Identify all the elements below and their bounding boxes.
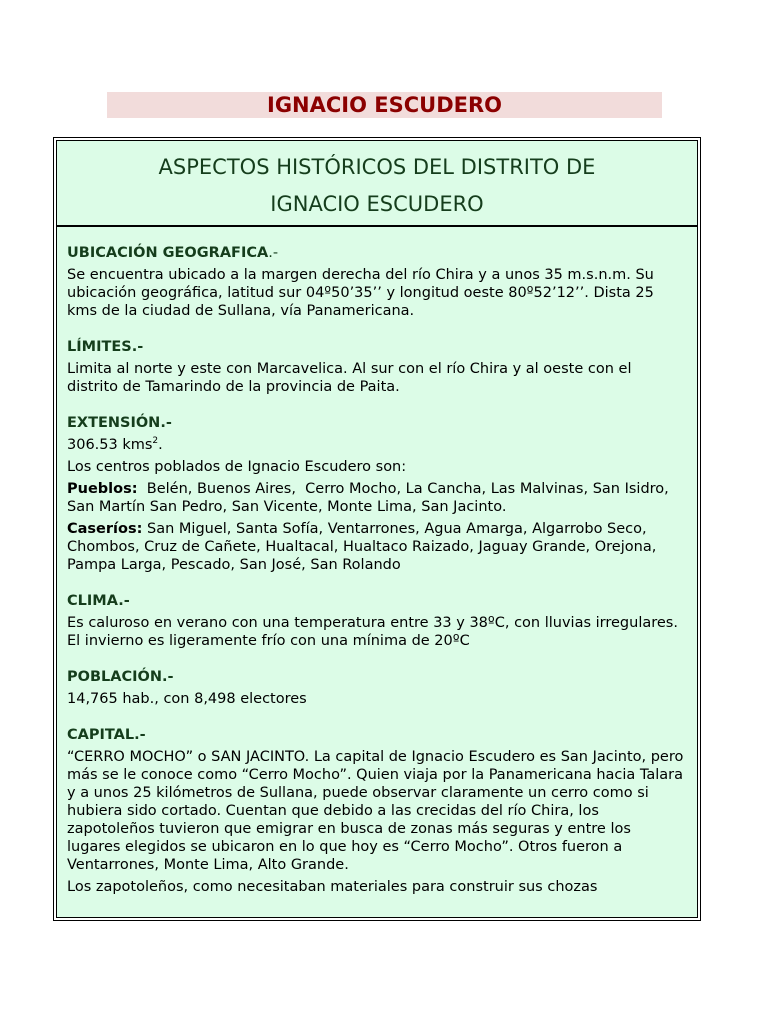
heading-limites: LÍMITES.- <box>67 339 144 355</box>
heading-clima: CLIMA.- <box>67 593 130 609</box>
extension-value <box>67 436 687 454</box>
ubicacion-text: Se encuentra ubicado a la margen derecha del río Chira y a unos 35 m.s.n.m. Su ubicación geográfica, latitud sur 04º50’35’’ y longitud oeste 80º52’12’’. Dista 25 kms de la ciudad de Sullana, vía Panamericana. <box>67 267 654 319</box>
caserios-label: Caseríos: <box>67 521 143 537</box>
clima-text: Es caluroso en verano con una temperatura entre 33 y 38ºC, con lluvias irregulares. El invierno es ligeramente frío con una mínima de 20ºC <box>67 615 678 649</box>
caserios-text: San Miguel, Santa Sofía, Ventarrones, Agua Amarga, Algarrobo Seco, Chombos, Cruz de Cañete, Hualtacal, Hualtaco Raizado, Jaguay Grande, Orejona, Pampa Larga, Pescado, San José, San Rolando <box>67 521 657 573</box>
caserios-paragraph <box>67 520 687 574</box>
capital-text-1: “CERRO MOCHO” o SAN JACINTO. La capital de Ignacio Escudero es San Jacinto, pero más se le conoce como “Cerro Mocho”. Quien viaja por la Panamericana hacia Talara y a unos 25 kilómetros de Sullana, puede observar claramente un cerro como si hubiera sido cortado. Cuentan que debido a las crecidas del río Chira, los zapotoleños tuvieron que emigrar en busca de zonas más seguras y entre los lugares elegidos se ubicaron en lo que hoy es “Cerro Mocho”. Otros fueron a Ventarrones, Monte Lima, Alto Grande. <box>67 749 684 873</box>
content-box <box>53 137 701 921</box>
heading-extension: EXTENSIÓN.- <box>67 415 172 431</box>
poblacion-text: 14,765 hab., con 8,498 electores <box>67 691 307 707</box>
pueblos-text: Belén, Buenos Aires, Cerro Mocho, La Cancha, Las Malvinas, San Isidro, San Martín San Pedro, San Vicente, Monte Lima, San Jacinto. <box>67 481 674 515</box>
extension-value-end: . <box>158 437 163 453</box>
heading-capital: CAPITAL.- <box>67 727 146 743</box>
extension-value-sup: 2 <box>152 436 159 447</box>
centros-poblados-intro: Los centros poblados de Ignacio Escudero son: <box>67 459 407 475</box>
content-box-inner <box>56 140 698 918</box>
capital-text-2: Los zapotoleños, como necesitaban materiales para construir sus chozas <box>67 879 598 895</box>
extension-value-number: 306.53 kms <box>67 437 153 453</box>
box-header-line-1: ASPECTOS HISTÓRICOS DEL DISTRITO DE <box>158 155 596 179</box>
document-title: IGNACIO ESCUDERO <box>107 92 662 118</box>
pueblos-paragraph <box>67 480 687 516</box>
limites-text: Limita al norte y este con Marcavelica. Al sur con el río Chira y al oeste con el distrito de Tamarindo de la provincia de Paita. <box>67 361 632 395</box>
pueblos-label: Pueblos: <box>67 481 138 497</box>
box-header-line-2: IGNACIO ESCUDERO <box>270 192 484 216</box>
content-body <box>57 227 697 896</box>
heading-poblacion: POBLACIÓN.- <box>67 669 174 685</box>
heading-ubicacion-text: UBICACIÓN GEOGRAFICA <box>67 245 269 261</box>
heading-ubicacion-suffix: .- <box>268 245 279 261</box>
box-header <box>57 141 697 227</box>
heading-ubicacion <box>67 244 687 262</box>
